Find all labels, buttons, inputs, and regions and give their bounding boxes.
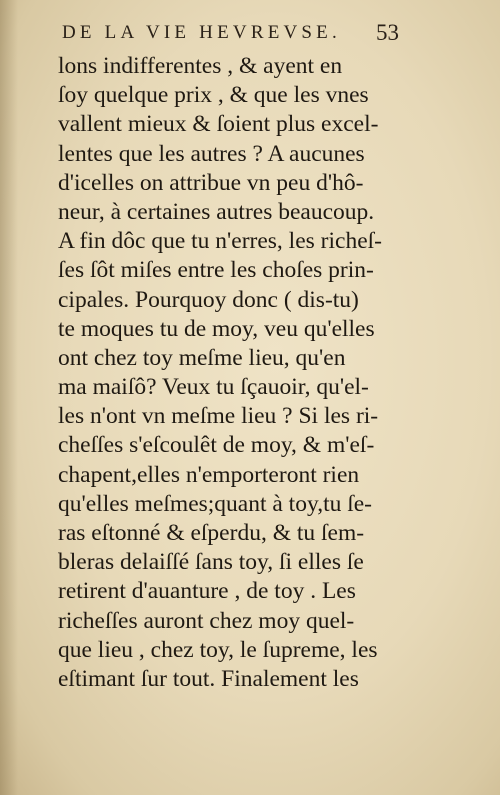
text-line: ſes ſôt miſes entre les choſes prin-	[58, 257, 374, 284]
text-line: qu'elles meſmes;quant à toy,tu ſe-	[58, 490, 373, 517]
text-line: richeſſes auront chez moy quel-	[58, 607, 355, 634]
text-line: A fin dôc que tu n'erres, les richeſ-	[58, 228, 382, 255]
text-line: ont chez toy meſme lieu, qu'en	[58, 344, 346, 371]
spine-shadow	[0, 0, 18, 795]
text-line: lons indifferentes , & ayent en	[58, 53, 343, 79]
text-line: eſtimant ſur tout. Finalement les	[58, 665, 359, 692]
text-line: lentes que les autres ? A aucunes	[58, 140, 365, 167]
text-line: les n'ont vn meſme lieu ? Si les ri-	[58, 403, 379, 430]
text-line: vallent mieux & ſoient plus excel-	[58, 111, 379, 138]
text-line: ſoy quelque prix , & que les vnes	[58, 82, 369, 109]
text-line: chapent,elles n'emporteront rien	[58, 461, 360, 488]
text-line: ma maiſô? Veux tu ſçauoir, qu'el-	[58, 374, 369, 401]
text-line: ras eſtonné & eſperdu, & tu ſem-	[58, 520, 365, 546]
text-line: d'icelles on attribue vn peu d'hô-	[58, 169, 364, 196]
text-line: te moques tu de moy, veu qu'elles	[58, 315, 375, 342]
text-line: retirent d'auanture , de toy . Les	[58, 578, 356, 605]
text-line: cipales. Pourquoy donc ( dis-tu)	[58, 286, 359, 313]
body-text	[58, 52, 408, 694]
text-line: bleras delaiſſé ſans toy, ſi elles ſe	[58, 549, 364, 576]
running-head: DE LA VIE HEVREVSE.	[62, 22, 341, 43]
page-number: 53	[376, 20, 399, 45]
text-line: neur, à certaines autres beaucoup.	[58, 198, 375, 225]
text-line: cheſſes s'eſcoulêt de moy, & m'eſ-	[58, 432, 375, 459]
text-line: que lieu , chez toy, le ſupreme, les	[58, 636, 378, 663]
